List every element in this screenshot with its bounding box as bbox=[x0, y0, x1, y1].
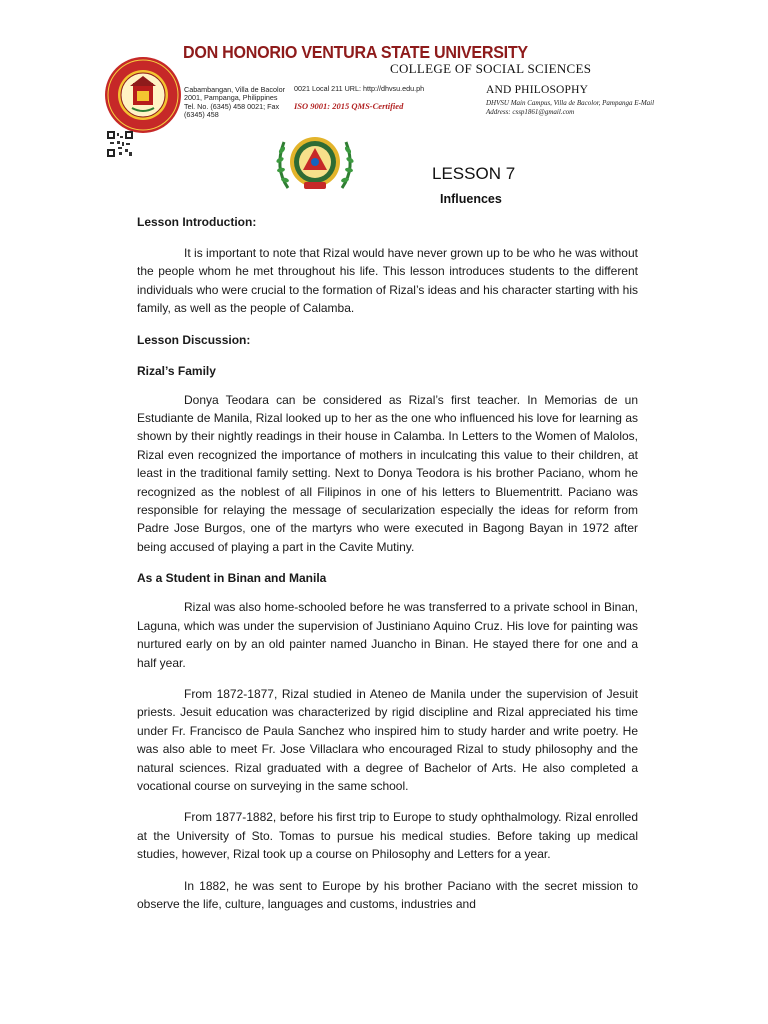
lesson-title: Influences bbox=[440, 192, 502, 206]
intro-heading: Lesson Introduction: bbox=[137, 215, 257, 229]
college-seal-logo bbox=[270, 132, 360, 196]
student-paragraph-1: Rizal was also home-schooled before he was transferred to a private school in Binan, Laguna, which was under the supervision of Justiniano Aquino Cruz. His love for painting was nurtured early on by an old painter named Juancho in Binan. He stayed there for one and a half year. bbox=[137, 600, 638, 670]
student-paragraph-3: From 1877-1882, before his first trip to Europe to study ophthalmology. Rizal enrolled at the University of Sto. Tomas to pursue his medical studies. Before taking up medical studies, however, Rizal took up a course on Philosophy and Letters for a year. bbox=[137, 810, 638, 862]
discussion-heading: Lesson Discussion: bbox=[137, 332, 251, 347]
lesson-number: LESSON 7 bbox=[432, 164, 516, 183]
qr-code-icon bbox=[107, 131, 133, 157]
iso-certification: ISO 9001: 2015 QMS-Certified bbox=[294, 101, 404, 111]
family-heading: Rizal’s Family bbox=[137, 363, 216, 378]
contact-url: 0021 Local 211 URL: http://dhvsu.edu.ph bbox=[294, 84, 425, 93]
college-name: COLLEGE OF SOCIAL SCIENCES bbox=[390, 61, 592, 76]
campus-email: DHVSU Main Campus, Villa de Bacolor, Pampanga E-Mail Address: cssp1861@gmail.com bbox=[486, 99, 655, 116]
student-heading: As a Student in Binan and Manila bbox=[137, 571, 327, 586]
family-paragraph: Donya Teodara can be considered as Rizal’s first teacher. In Memorias de un Estudiante de Manila, Rizal looked up to her as the one who influenced his love for learning as shown by their nightly readings in their house in Calamba. In Letters to the Women of Malolos, Rizal even recognized the importance of mothers in inculcating this value to their children, at least in the traditional family setting. Next to Donya Teodora is his brother Paciano, whom he recognized as the noblest of all Filipinos in one of his letters to Bluementritt. Paciano was responsible for relaying the message of secularization especially the ideas for reform from Padre Jose Burgos, one of the martyrs who were executed in Bagong Bayan in 1972 after being accused of playing a part in the Cavite Mutiny. bbox=[137, 392, 638, 554]
university-name: DON HONORIO VENTURA STATE UNIVERSITY bbox=[183, 42, 528, 62]
intro-paragraph: It is important to note that Rizal would have never grown up to be who he was without the people whom he met throughout his life. This lesson introduces students to the different individuals who were crucial to the formation of Rizal’s ideas and his character starting with his family, as well as the people of Calamba. bbox=[137, 246, 638, 316]
university-address: Cabambangan, Villa de Bacolor 2001, Pampanga, Philippines Tel. No. (6345) 458 0021; Fax (6345) 458 bbox=[184, 85, 285, 120]
university-seal-logo bbox=[104, 56, 182, 134]
student-paragraph-4: In 1882, he was sent to Europe by his brother Paciano with the secret mission to observe the life, culture, languages and customs, industries and bbox=[137, 878, 638, 911]
college-name-line2: AND PHILOSOPHY bbox=[486, 84, 589, 96]
lesson-body bbox=[137, 213, 638, 913]
student-paragraph-2: From 1872-1877, Rizal studied in Ateneo de Manila under the supervision of Jesuit priests. Jesuit education was characterized by rigid discipline and Rizal appreciated his time under Fr. Francisco de Paula Sanchez who inspired him to study harder and write poetry. He was also able to meet Fr. Jose Villaclara who encouraged Rizal to study philosophy and the natural sciences. Rizal graduated with a degree of Bachelor of Arts. He also completed a vocational course on surveying in the same school. bbox=[137, 686, 638, 793]
